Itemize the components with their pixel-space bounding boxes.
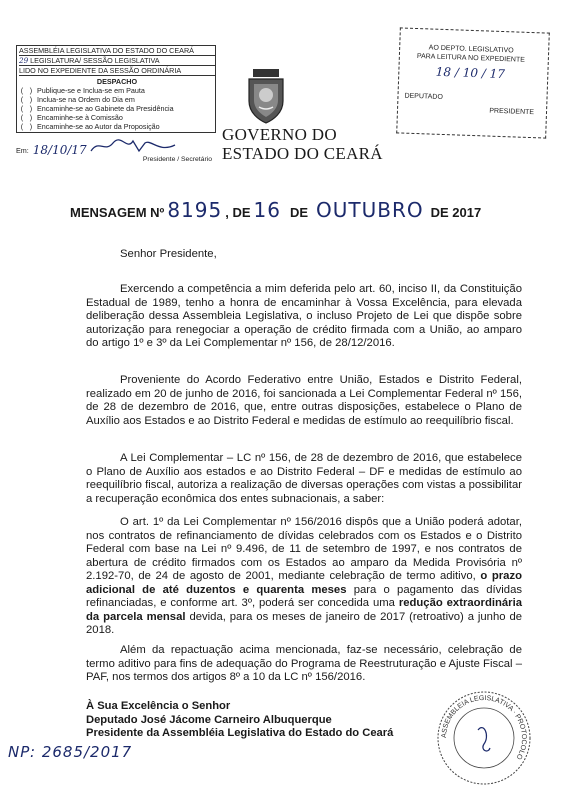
stamp-right-presidente: PRESIDENTE [489,107,535,117]
paragraph-3 [86,452,522,506]
message-year: DE 2017 [430,205,482,220]
stamp-date-line [16,137,216,155]
gov-line-2: ESTADO DO CEARÁ [222,144,383,163]
salutation: Senhor Presidente, [120,248,217,260]
option-row: ( ) Encaminhe-se à Comissão [20,113,123,122]
stamp-line-legislatura [19,56,215,66]
paragraph-2 [86,374,522,428]
paragraph-text: A Lei Complementar – LC nº 156, de 28 de dezembro de 2016, que estabelece o Plano de Auxílio aos estados e ao Distrito Federal – DF e medidas de estímulo ao reequilíbrio fiscal, autoriza a realização de diversas operações com vistas a possibilitar a recuperação econômica dos entes subnacionais, a saber: [86,452,522,505]
em-label: Em: [16,146,29,155]
option-row: ( ) Encaminhe-se ao Autor da Proposição [20,122,160,131]
paragraph-text: Além da repactuação acima mencionada, faz-se necessário, celebração de termo aditivo para fins de adequação do Programa de Reestruturação e Ajuste Fiscal – PAF, nos termos dos artigos 8º a 10 da LC nº 156/2016. [86,644,522,683]
despacho-title: DESPACHO [96,77,138,86]
option-label: Inclua-se na Ordem do Dia em [37,95,135,104]
legislatura-label: LEGISLATURA/ SESSÃO LEGISLATIVA [30,56,160,65]
addressee-line-3: Presidente da Assembléia Legislativa do Estado do Ceará [86,727,394,739]
signature-scribble [89,137,179,155]
option-label: Encaminhe-se à Comissão [37,113,123,122]
message-de-2: DE [289,205,309,220]
paragraph-1 [86,283,522,351]
np-handwritten: NP: 2685/2017 [8,743,133,761]
stamp-line-expediente: LIDO NO EXPEDIENTE DA SESSÃO ORDINÁRIA [19,66,215,76]
addressee-block [86,700,393,741]
presidente-secretario-label: Presidente / Secretário [142,156,212,163]
paragraph-text: Proveniente do Acordo Federativo entre União, Estados e Distrito Federal, realizado em 20 de junho de 2016, foi sancionada a Lei Complementar Federal nº 156, de 28 de dezembro de 2016, que, entre outras disposições, estabelece o Plano de Auxílio aos Estados e ao Distrito Federal e medidas de estímulo ao reequilíbrio fiscal. [86,374,522,427]
option-row: ( ) Inclua-se na Ordem do Dia em [20,95,135,104]
legislatura-handwritten: 29 [19,56,29,65]
addressee-line-2: Deputado José Jácome Carneiro Albuquerque [86,713,332,726]
paragraph-emphasis: redução extraordinária da parcela mensal [86,597,522,623]
paragraph-text: O art. 1º da Lei Complementar nº 156/2016 dispôs que a União poderá adotar, nos contratos de refinanciamento de dívidas celebrados com os Estados e o Distrito Federal com base na Lei nº 9.496, de 11 de setembro de 1997, e nos contratos de abertura de crédito firmados com os Estados ao amparo da Medida Provisória nº 2.192-70, de 24 de agosto de 2001, mediante celebração de termo aditivo, [86,516,522,582]
message-heading [70,198,520,222]
message-number: 8195 [167,198,223,222]
message-month: OUTUBRO [316,198,424,222]
protocol-stamp-left [16,45,216,164]
gov-line-1: GOVERNO DO [222,125,337,144]
stamp-right-line-2: PARA LEITURA NO EXPEDIENTE [416,53,525,64]
option-row: ( ) Publique-se e Inclua-se em Pauta [20,86,145,95]
message-de-1: , DE [225,205,251,220]
stamp-date-handwritten: 18/10/17 [32,143,87,157]
paragraph-4 [86,516,522,638]
option-label: Encaminhe-se ao Gabinete da Presidência [37,104,174,113]
stamp-right-line-1: AO DEPTO. LEGISLATIVO [428,44,514,55]
option-row: ( ) Encaminhe-se ao Gabinete da Presidência [20,104,174,113]
option-label: Publique-se e Inclua-se em Pauta [37,86,145,95]
stamp-right-deputado: DEPUTADO [404,92,443,101]
round-seal-stamp [432,686,536,790]
round-stamp-text: ASSEMBLEIA LEGISLATIVA · PROTOCOLO [440,694,528,761]
paragraph-5 [86,644,522,685]
addressee-line-1: À Sua Excelência o Senhor [86,700,231,712]
option-label: Encaminhe-se ao Autor da Proposição [37,122,160,131]
stamp-line-assembly: ASSEMBLÉIA LEGISLATIVA DO ESTADO DO CEARÁ [19,46,215,56]
stamp-right-date: 18 / 10 / 17 [435,64,506,82]
ceara-coat-of-arms-icon [243,67,289,125]
paragraph-text: para o pagamento das dívidas refinanciadas, e conforme art. 3º, poderá ser concedida uma [86,583,522,609]
protocol-stamp-right [396,27,550,138]
paragraph-emphasis: o prazo adicional de até duzentos e quarenta meses [86,570,523,596]
paragraph-text: devida, para os meses de janeiro de 2017 (retroativo) a junho de 2018. [86,610,523,636]
government-header [222,125,383,163]
paragraph-text: Exercendo a competência a mim deferida pelo art. 60, inciso II, da Constituição Estadual de 1989, tenho a honra de encaminhar à Vossa Excelência, para elevada deliberação dessa Assembleia Legislativa, o incluso Projeto de Lei que dispõe sobre autorização para renegociar a operação de crédito firmada com a União, ao amparo do artigo 1º e 3º da Lei Complementar nº 156, de 28/12/2016. [86,283,522,349]
message-label: MENSAGEM Nº [70,205,165,220]
message-day: 16 [253,198,281,222]
